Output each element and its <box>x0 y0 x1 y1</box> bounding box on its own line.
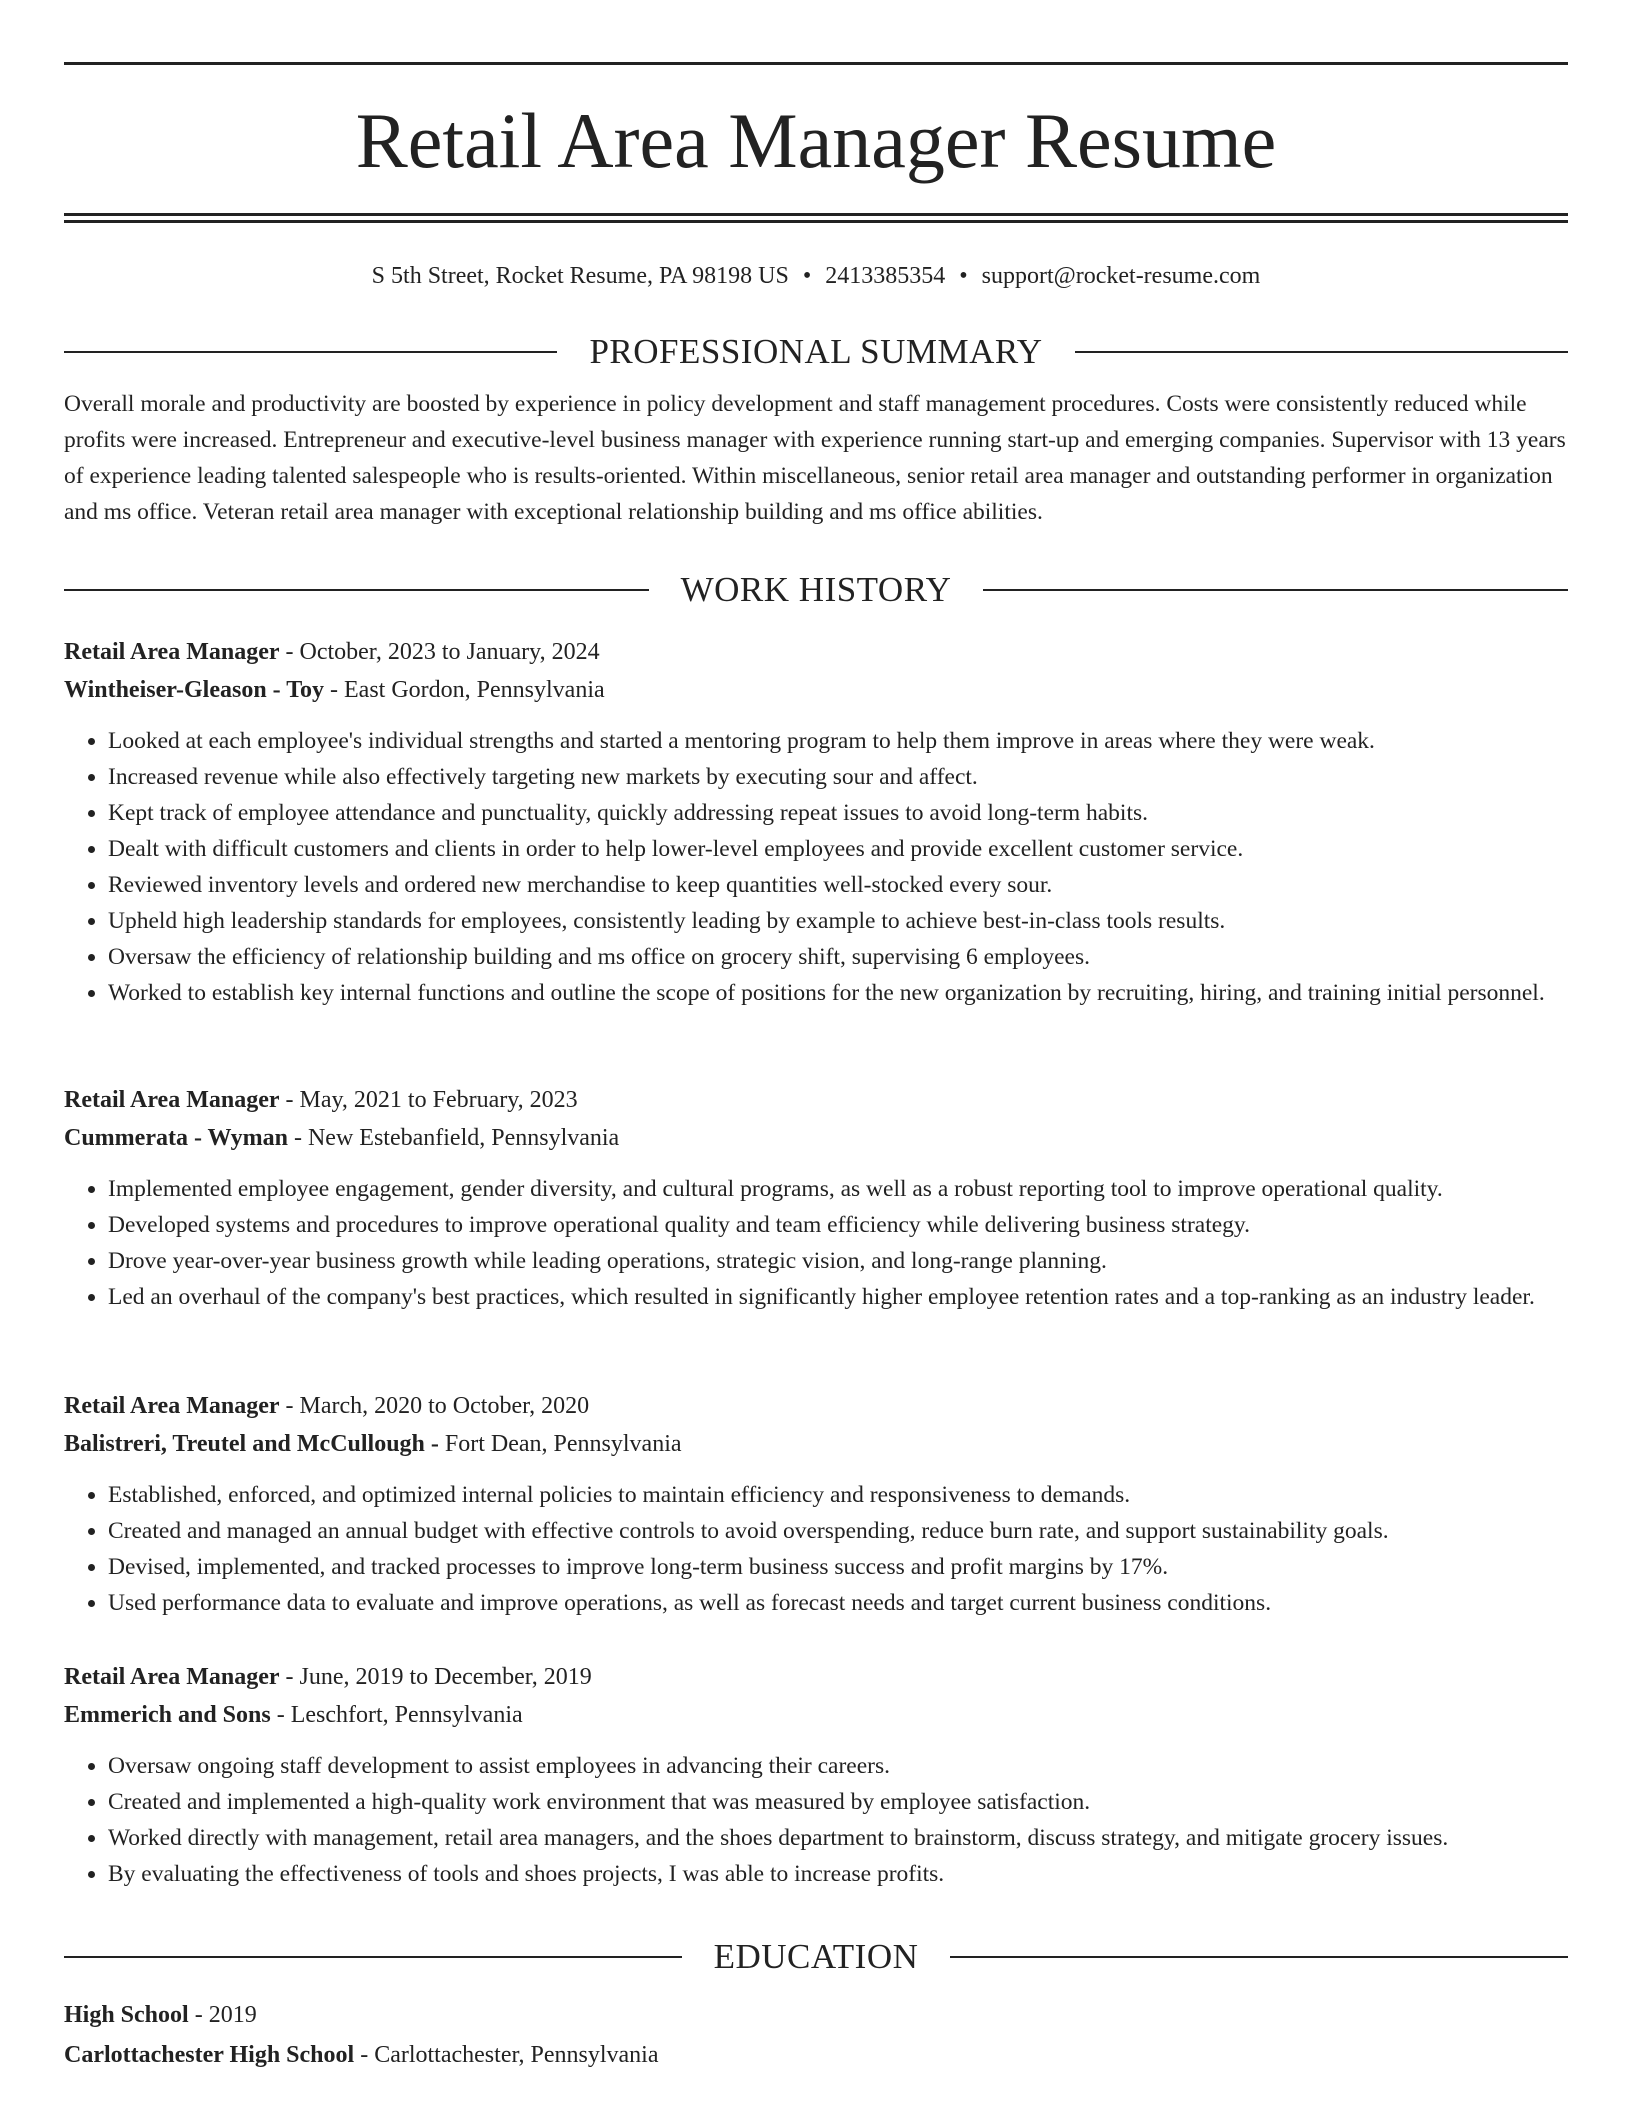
list-item: • Dealt with difficult customers and clients in order to help lower-level employees and provide excellent customer service. <box>108 831 1568 867</box>
list-item: • Established, enforced, and optimized internal policies to maintain efficiency and responsiveness to demands. <box>108 1477 1568 1513</box>
job-bullets <box>64 1748 1568 1892</box>
education-degree: High School <box>64 2002 189 2028</box>
list-item: • Reviewed inventory levels and ordered new merchandise to keep quantities well-stocked every sour. <box>108 867 1568 903</box>
heading-rule-left <box>64 589 649 591</box>
job-company-line <box>64 1425 1568 1463</box>
work-history-heading <box>64 568 1568 612</box>
job-bullets <box>64 723 1568 1011</box>
job-company-line <box>64 671 1568 709</box>
job-title-line <box>64 1387 1568 1425</box>
work-history-heading-label: WORK HISTORY <box>680 570 952 609</box>
job-company: Balistreri, Treutel and McCullough - <box>64 1431 439 1457</box>
job-company-line <box>64 1119 1568 1157</box>
job-bullets <box>64 1477 1568 1621</box>
job-company: Cummerata - Wyman <box>64 1125 288 1151</box>
education-school: Carlottachester High School <box>64 2042 355 2068</box>
job-location: - Leschfort, Pennsylvania <box>270 1702 523 1728</box>
contact-separator: • <box>959 263 968 289</box>
contact-line <box>64 260 1568 292</box>
education-heading-label: EDUCATION <box>713 1937 919 1976</box>
job-title: Retail Area Manager <box>64 1664 280 1690</box>
education-heading <box>64 1935 1568 1979</box>
list-item: • Increased revenue while also effectively targeting new markets by executing sour and affect. <box>108 759 1568 795</box>
contact-separator: • <box>802 263 812 289</box>
education-school-line <box>64 2035 1568 2075</box>
job-dates: - May, 2021 to February, 2023 <box>279 1087 578 1113</box>
job-title: Retail Area Manager <box>64 639 280 665</box>
list-item: • Led an overhaul of the company's best practices, which resulted in significantly higher employee retention rates and a top-ranking as an industry leader. <box>108 1279 1568 1315</box>
list-item: • Created and managed an annual budget with effective controls to avoid overspending, reduce burn rate, and support sustainability goals. <box>108 1513 1568 1549</box>
job-dates: - March, 2020 to October, 2020 <box>279 1393 590 1419</box>
job-bullets <box>64 1171 1568 1315</box>
heading-rule-left <box>64 1956 682 1958</box>
title-double-rule <box>64 213 1568 223</box>
list-item: • By evaluating the effectiveness of tools and shoes projects, I was able to increase profits. <box>108 1856 1568 1892</box>
job-entry <box>64 1658 1568 1892</box>
education-location: - Carlottachester, Pennsylvania <box>354 2042 659 2068</box>
education-degree-line <box>64 1995 1568 2035</box>
heading-rule-right <box>983 589 1568 591</box>
list-item: • Looked at each employee's individual strengths and started a mentoring program to help them improve in areas where they were weak. <box>108 723 1568 759</box>
job-location: Fort Dean, Pennsylvania <box>438 1431 682 1457</box>
summary-heading-label: PROFESSIONAL SUMMARY <box>589 332 1043 371</box>
heading-rule-left <box>64 351 557 353</box>
education-section <box>64 1935 1568 2075</box>
list-item: • Worked directly with management, retail area managers, and the shoes department to brainstorm, discuss strategy, and mitigate grocery issues. <box>108 1820 1568 1856</box>
job-entry <box>64 1081 1568 1315</box>
job-title-line <box>64 1081 1568 1119</box>
contact-email: support@rocket-resume.com <box>981 263 1261 289</box>
job-entry <box>64 633 1568 1011</box>
list-item: • Developed systems and procedures to improve operational quality and team efficiency while delivering business strategy. <box>108 1207 1568 1243</box>
summary-text: Overall morale and productivity are boosted by experience in policy development and staff management procedures. Costs were consistently reduced while profits were increased. Entrepreneur and executive-level business manager with experience running start-up and emerging companies. Supervisor with 13 years of experience leading talented salespeople who is results-oriented. Within miscellaneous, senior retail area manager and outstanding performer in organization and ms office. Veteran retail area manager with exceptional relationship building and ms office abilities. <box>64 391 1566 525</box>
list-item: • Kept track of employee attendance and punctuality, quickly addressing repeat issues to avoid long-term habits. <box>108 795 1568 831</box>
job-title: Retail Area Manager <box>64 1393 280 1419</box>
job-company: Wintheiser-Gleason - Toy <box>64 677 325 703</box>
resume-header <box>64 62 1568 292</box>
job-company: Emmerich and Sons <box>64 1702 271 1728</box>
heading-rule-right <box>950 1956 1568 1958</box>
job-title: Retail Area Manager <box>64 1087 280 1113</box>
job-entry <box>64 1387 1568 1621</box>
job-title-line <box>64 633 1568 671</box>
contact-phone: 2413385354 <box>825 263 946 289</box>
page-title: Retail Area Manager Resume <box>355 97 1277 184</box>
list-item: • Created and implemented a high-quality work environment that was measured by employee satisfaction. <box>108 1784 1568 1820</box>
top-rule <box>64 62 1568 65</box>
list-item: • Implemented employee engagement, gender diversity, and cultural programs, as well as a robust reporting tool to improve operational quality. <box>108 1171 1568 1207</box>
job-dates: - June, 2019 to December, 2019 <box>279 1664 592 1690</box>
list-item: • Drove year-over-year business growth while leading operations, strategic vision, and long-range planning. <box>108 1243 1568 1279</box>
education-year: - 2019 <box>188 2002 257 2028</box>
job-location: - New Estebanfield, Pennsylvania <box>287 1125 620 1151</box>
job-dates: - October, 2023 to January, 2024 <box>279 639 600 665</box>
list-item: • Oversaw the efficiency of relationship building and ms office on grocery shift, supervising 6 employees. <box>108 939 1568 975</box>
contact-address: S 5th Street, Rocket Resume, PA 98198 US <box>371 263 789 289</box>
heading-rule-right <box>1075 351 1568 353</box>
summary-section <box>64 330 1568 530</box>
list-item: • Oversaw ongoing staff development to assist employees in advancing their careers. <box>108 1748 1568 1784</box>
job-location: - East Gordon, Pennsylvania <box>324 677 605 703</box>
list-item: • Used performance data to evaluate and improve operations, as well as forecast needs and target current business conditions. <box>108 1585 1568 1621</box>
work-history-heading-block <box>64 568 1568 612</box>
job-company-line <box>64 1696 1568 1734</box>
job-title-line <box>64 1658 1568 1696</box>
list-item: • Worked to establish key internal functions and outline the scope of positions for the new organization by recruiting, hiring, and training initial personnel. <box>108 975 1568 1011</box>
summary-heading <box>64 330 1568 374</box>
list-item: • Upheld high leadership standards for employees, consistently leading by example to achieve best-in-class tools results. <box>108 903 1568 939</box>
list-item: • Devised, implemented, and tracked processes to improve long-term business success and profit margins by 17%. <box>108 1549 1568 1585</box>
